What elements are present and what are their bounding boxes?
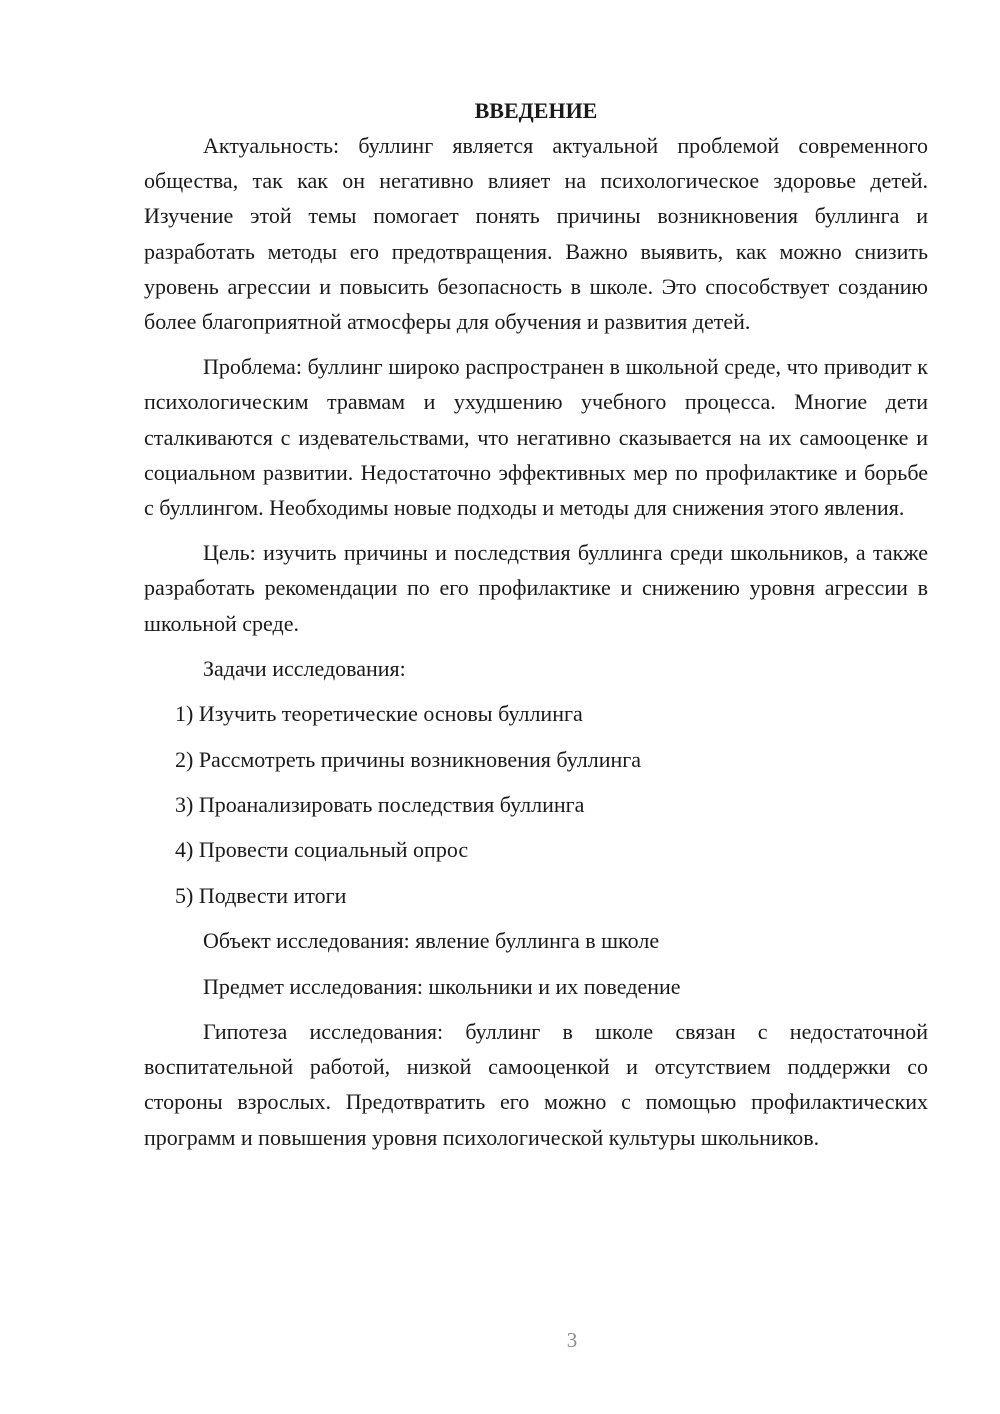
problem-paragraph: Проблема: буллинг широко распространен в школьной среде, что приводит к психологическим травмам и ухудшению учебного процесса. Многие дети сталкиваются с издевательствами, что негативно сказывается на их самооценке и социальном развитии. Недостаточно эффективных мер по профилактике и борьбе с буллингом. Необходимы новые подходы и методы для снижения этого явления.: [144, 354, 928, 521]
paragraph-spacer: [144, 822, 928, 832]
paragraph-spacer: [144, 913, 928, 923]
task-item: 4) Провести социальный опрос: [175, 837, 469, 863]
task-item: 5) Подвести итоги: [175, 882, 347, 908]
section-heading: ВВЕДЕНИЕ: [474, 98, 598, 123]
paragraph-spacer: [144, 525, 928, 535]
tasks-title: Задачи исследования:: [203, 655, 406, 681]
page-content: [144, 93, 928, 1155]
task-item: 1) Изучить теоретические основы буллинга: [175, 701, 583, 727]
paragraph-spacer: [144, 1004, 928, 1014]
paragraph-spacer: [144, 731, 928, 741]
paragraph-spacer: [144, 958, 928, 968]
hypothesis-paragraph: Гипотеза исследования: буллинг в школе связан с недостаточной воспитательной работой, низкой самооценкой и отсутствием поддержки со стороны взрослых. Предотвратить его можно с помощью профилактических программ и повышения уровня психологической культуры школьников.: [144, 1018, 928, 1150]
research-object: Объект исследования: явление буллинга в школе: [203, 928, 660, 954]
page-number: 3: [566, 1328, 578, 1352]
paragraph-spacer: [144, 686, 928, 696]
paragraph-spacer: [144, 868, 928, 878]
task-item: 2) Рассмотреть причины возникновения буллинга: [175, 746, 642, 772]
goal-paragraph: Цель: изучить причины и последствия буллинга среди школьников, а также разработать рекомендации по его профилактике и снижению уровня агрессии в школьной среде.: [144, 540, 928, 636]
paragraph-spacer: [144, 777, 928, 787]
relevance-paragraph: Актуальность: буллинг является актуальной проблемой современного общества, так как он негативно влияет на психологическое здоровье детей. Изучение этой темы помогает понять причины возникновения буллинга и разработать методы его предотвращения. Важно выявить, как можно снизить уровень агрессии и повысить безопасность в школе. Это способствует созданию более благоприятной атмосферы для обучения и развития детей.: [144, 133, 928, 335]
research-subject: Предмет исследования: школьники и их поведение: [203, 973, 681, 999]
paragraph-spacer: [144, 339, 928, 349]
paragraph-spacer: [144, 641, 928, 651]
task-item: 3) Проанализировать последствия буллинга: [175, 792, 585, 818]
